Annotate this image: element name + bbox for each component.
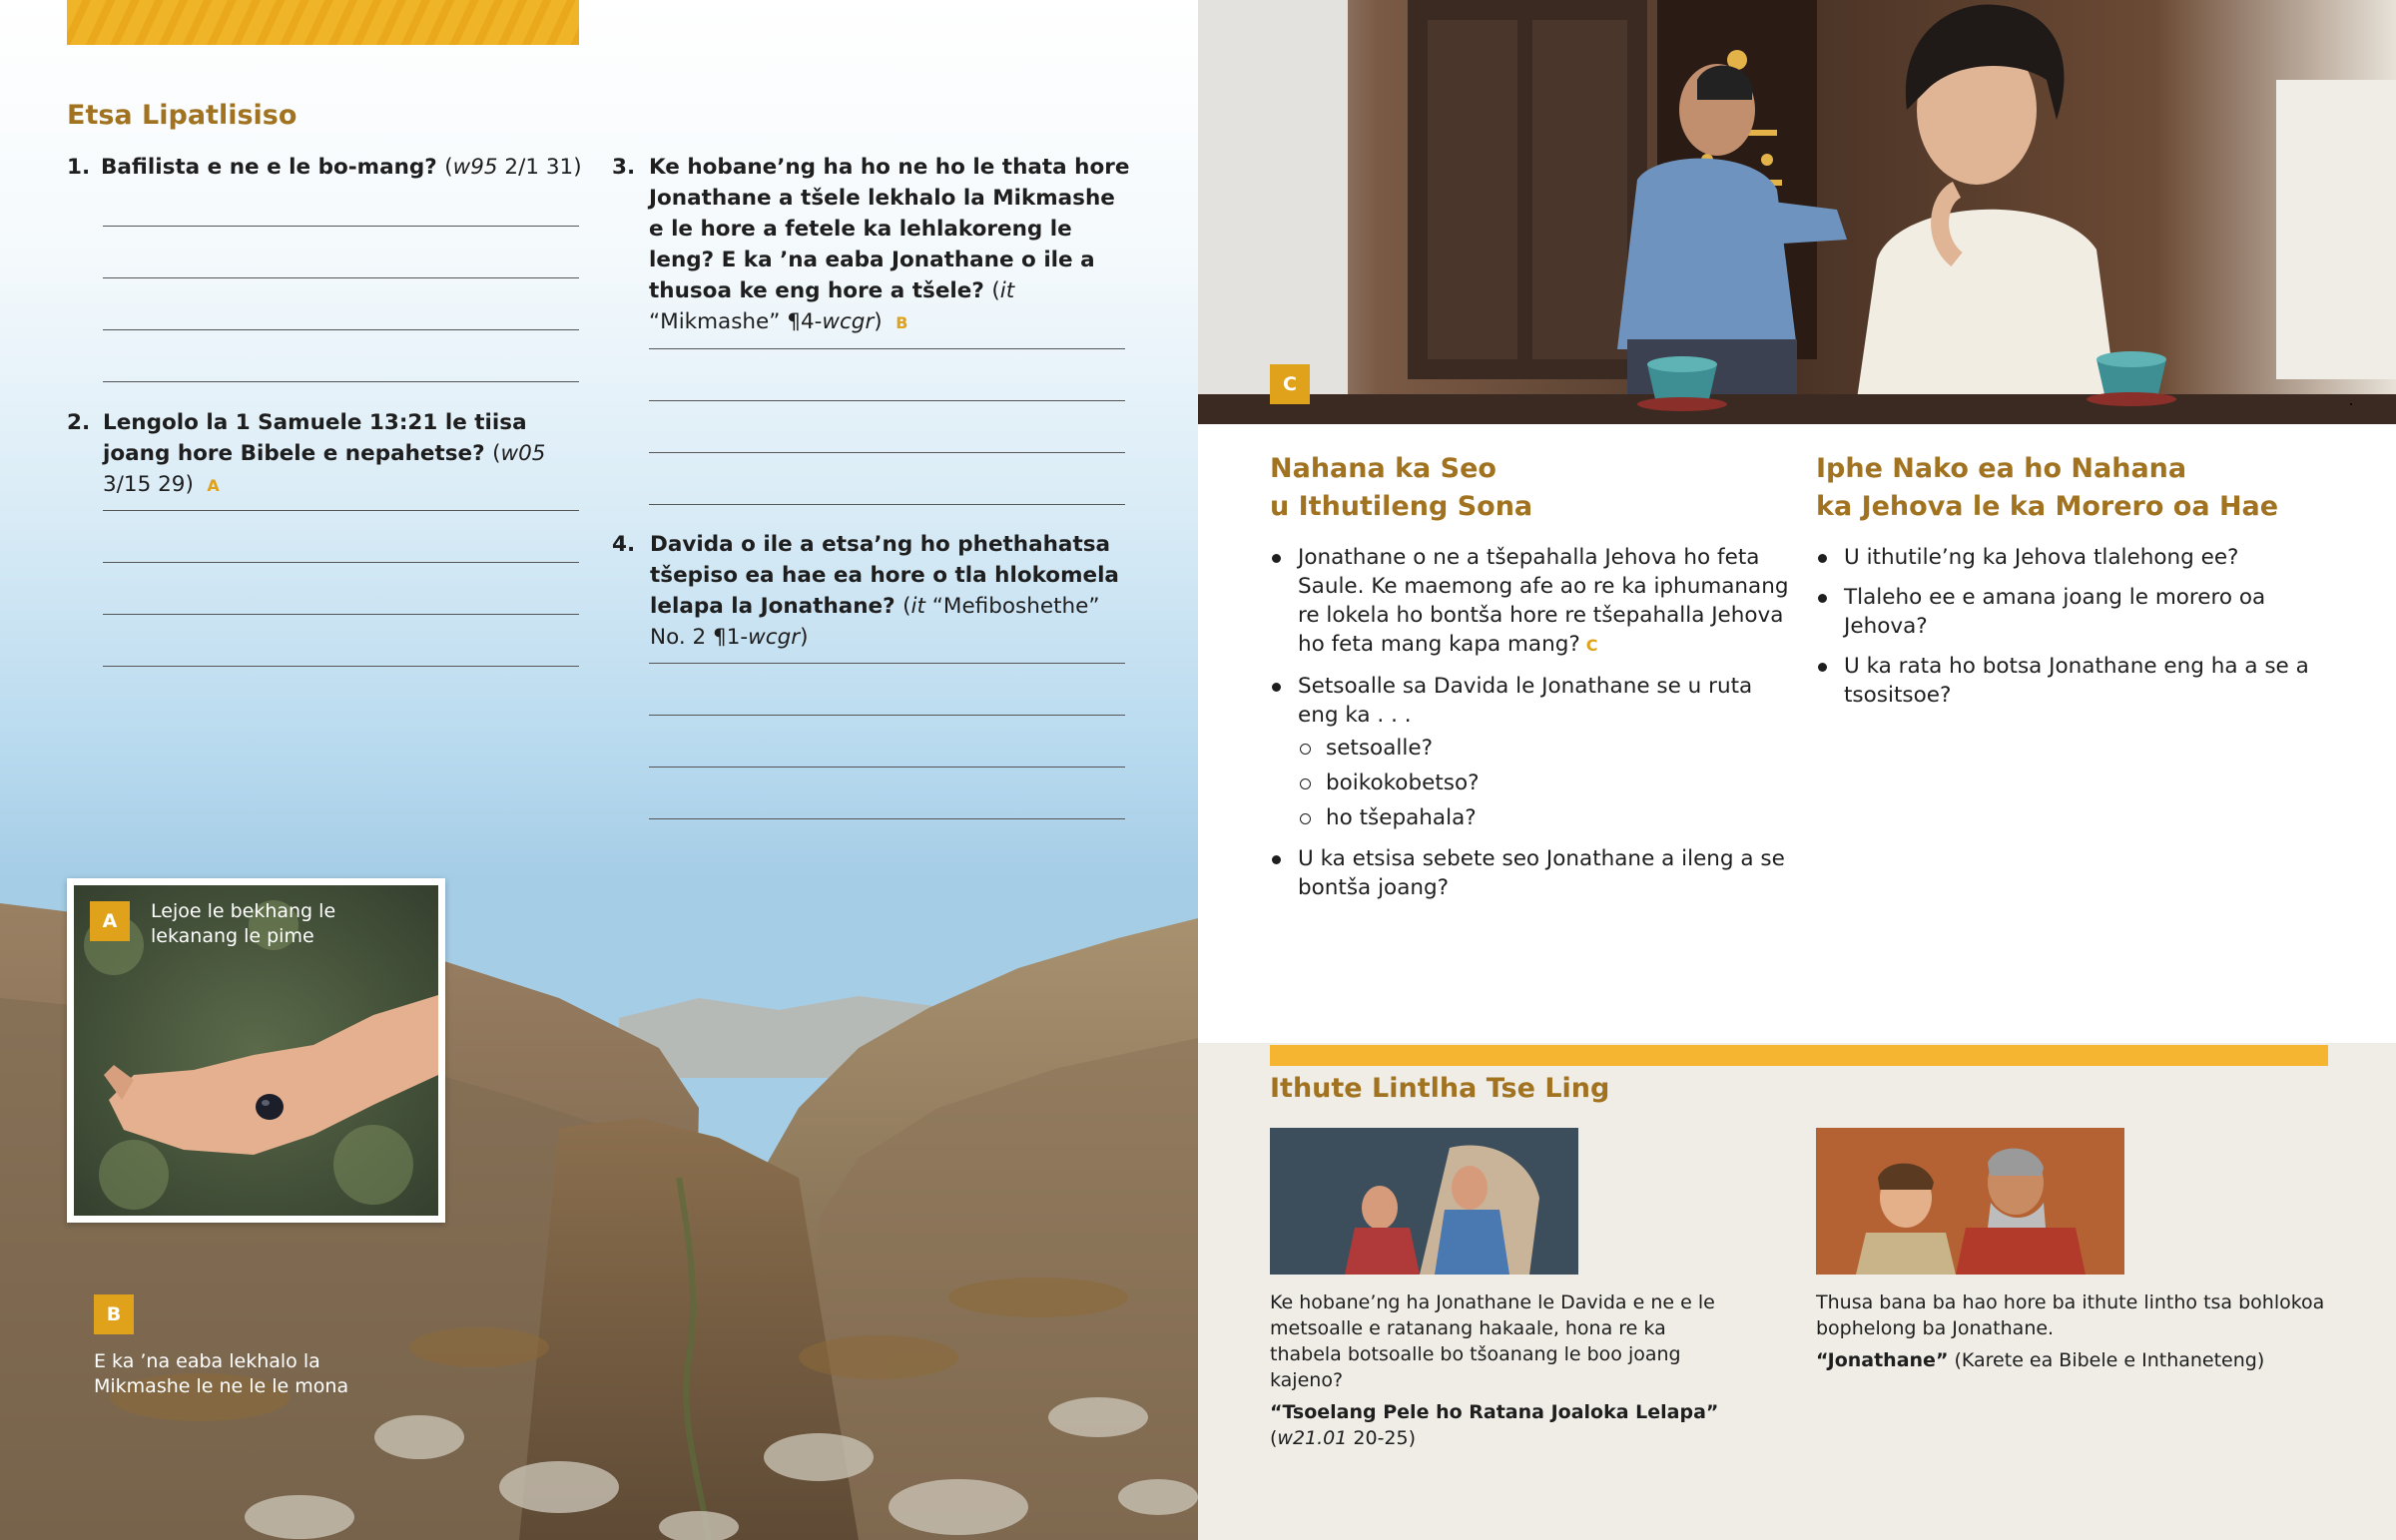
section-title-nahana: Nahana ka Seo u Ithutileng Sona: [1270, 453, 1533, 522]
list-item: Tlaleho ee e amana joang le morero oa Jehova?: [1816, 583, 2355, 641]
list-item: U ithutile’ng ka Jehova tlalehong ee?: [1816, 543, 2355, 572]
answer-lines-1[interactable]: [103, 175, 579, 382]
question-text: Davida o ile a etsa’ng ho phethahatsa tšepiso ea hae ea hore o tla hlokomela lelapa la Jonathane?: [650, 532, 1119, 619]
photo-c-couple-at-altar: [1198, 0, 2396, 424]
photo-tag-c: C: [1270, 364, 1310, 404]
top-accent-bar: [67, 0, 579, 45]
question-text: Ke hobane’ng ha ho ne ho le thata hore Jonathane a tšele lekhalo la Mikmashe e le hore a fetele ka lehlakoreng le leng? E ka ’na eaba Jonathane o ile a thusoa ke eng hore a tšele?: [649, 155, 1130, 303]
photo-tag-b: B: [94, 1294, 134, 1334]
section-title-etsa-lipatlisiso: Etsa Lipatlisiso: [67, 100, 298, 131]
sub-list-item: ho tšepahala?: [1298, 803, 1789, 832]
question-text: Bafilista e ne e le bo-mang?: [101, 155, 437, 180]
photo-a-sling-stone: [67, 878, 445, 1223]
item2-caption: Thusa bana ba hao hore ba ithute lintho tsa bohlokoa bophelong ba Jonathane. “Jonathane” (Karete ea Bibele e Inthaneteng): [1816, 1291, 2325, 1371]
reflection-list: [1270, 543, 1789, 914]
item1-source-link[interactable]: “Tsoelang Pele ho Ratana Joaloka Lelapa”: [1270, 1401, 1719, 1423]
question-reference: (w95 2/1 31): [444, 155, 582, 180]
item2-source-link[interactable]: “Jonathane”: [1816, 1349, 1949, 1371]
learn-more-accent-bar: [1270, 1045, 2328, 1066]
question-number: 3.: [612, 155, 636, 180]
photo-marker-c: C: [1585, 636, 1598, 655]
sub-list: [1298, 734, 1789, 832]
thumbnail-jonathan-card[interactable]: [1816, 1128, 2124, 1275]
answer-lines-3[interactable]: [649, 297, 1125, 505]
list-item: Jonathane o ne a tšepahalla Jehova ho feta Saule. Ke maemong afe ao re ka iphumanang re lokela ho bontša hore re tšepahalla Jehova ho feta mang kapa mang? C: [1270, 543, 1789, 660]
answer-lines-4[interactable]: [649, 612, 1125, 819]
question-number: 1.: [67, 155, 91, 180]
photo-marker-a: A: [207, 476, 220, 495]
sub-list-item: setsoalle?: [1298, 734, 1789, 763]
photo-b-caption: E ka ’na eaba lekhalo la Mikmashe le ne le le mona: [94, 1350, 349, 1397]
list-item: U ka etsisa sebete seo Jonathane a ileng a se bontša joang?: [1270, 844, 1789, 902]
meditation-list: [1816, 543, 2355, 722]
question-number: 4.: [612, 532, 636, 557]
photo-a-caption: Lejoe le bekhang le lekanang le pime: [151, 900, 336, 947]
question-reference: (it “Mefiboshethe” No. 2 ¶1-wcgr): [650, 594, 1100, 650]
list-item: Setsoalle sa Davida le Jonathane se u ruta eng ka . . . setsoalle? boikokobetso? ho tšepahala?: [1270, 672, 1789, 832]
item1-caption: Ke hobane’ng ha Jonathane le Davida e ne e le metsoalle e ratanang hakaale, hona re ka thabela botsoalle bo tšoanang le boo joang kajeno? “Tsoelang Pele ho Ratana Joaloka Lelapa” (w21.01 20-25): [1270, 1291, 1719, 1449]
question-reference: (w05 3/15 29): [103, 441, 546, 497]
section-title-ithute: Ithute Lintlha Tse Ling: [1270, 1073, 1610, 1104]
question-text: Lengolo la 1 Samuele 13:21 le tiisa joang hore Bibele e nepahetse?: [103, 410, 527, 466]
thumbnail-jonathan-david[interactable]: [1270, 1128, 1578, 1275]
list-item: U ka rata ho botsa Jonathane eng ha a se a tsositsoe?: [1816, 652, 2355, 710]
photo-tag-a: A: [90, 901, 130, 941]
couple-scene-image: [1198, 0, 2396, 424]
sub-list-item: boikokobetso?: [1298, 769, 1789, 797]
question-reference: (it “Mikmashe” ¶4-wcgr): [649, 278, 1015, 334]
question-number: 2.: [67, 410, 91, 435]
answer-lines-2[interactable]: [103, 459, 579, 667]
section-title-iphe-nako: Iphe Nako ea ho Nahana ka Jehova le ka Morero oa Hae: [1816, 453, 2279, 522]
right-page: [1198, 0, 2396, 1540]
photo-marker-b: B: [896, 313, 908, 332]
